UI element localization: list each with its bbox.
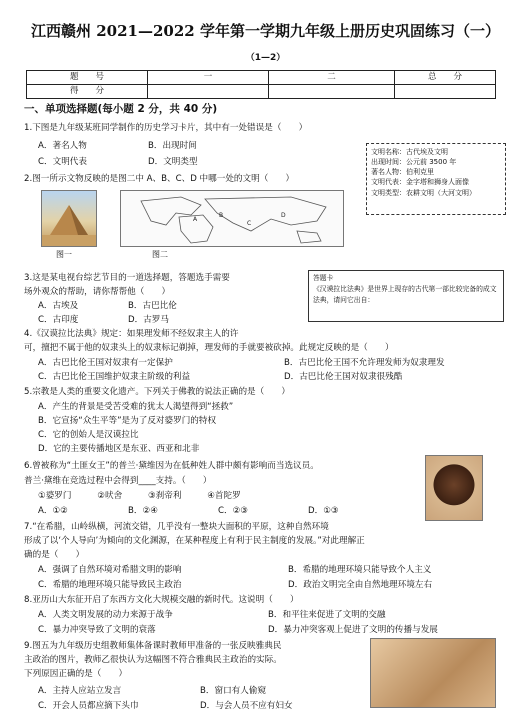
option-7d[interactable]: D．政治文明完全由自然地理环境左右 xyxy=(288,580,433,590)
study-card xyxy=(366,143,506,215)
question-6-items: ①婆罗门 ②吠舍 ③刹帝利 ④首陀罗 xyxy=(38,491,241,501)
question-9-stem: 主政治的图片，教师乙很快认为这幅图不符合雅典民主政治的实际。 xyxy=(24,655,282,665)
option-3a[interactable]: A．古埃及 xyxy=(38,301,79,311)
question-2-stem: 2.图一所示文物反映的是图二中 A、B、C、D 中哪一处的文明（ ） xyxy=(24,174,295,184)
option-4d[interactable]: D．古巴比伦王国对奴隶很残酷 xyxy=(284,372,403,382)
svg-text:C: C xyxy=(247,220,252,227)
card-line: 文明代表：金字塔和狮身人面像 xyxy=(371,178,469,187)
section-heading: 一、单项选择题(每小题 2 分，共 40 分) xyxy=(24,103,218,115)
option-8c[interactable]: C．暴力冲突导致了文明的衰落 xyxy=(38,625,156,635)
question-8-stem: 8.亚历山大东征开启了东西方文化大规模交融的新时代。这说明（ ） xyxy=(24,595,299,605)
option-3d[interactable]: D．古罗马 xyxy=(128,315,169,325)
table-cell: 题 号 xyxy=(27,71,148,85)
score-table xyxy=(26,70,496,99)
option-7c[interactable]: C．希腊的地理环境只能导致民主政治 xyxy=(38,580,182,590)
option-1a[interactable]: A．著名人物 xyxy=(38,141,87,151)
world-map-image xyxy=(120,190,344,247)
pyramid-image xyxy=(41,190,97,247)
table-cell: 得 分 xyxy=(27,85,148,99)
svg-text:D: D xyxy=(281,212,286,219)
option-9a[interactable]: A．主持人应站立发言 xyxy=(38,686,122,696)
option-9c[interactable]: C．开会人员都应摘下头巾 xyxy=(38,701,139,711)
option-6c[interactable]: C．②③ xyxy=(218,506,249,516)
card-line: 文明名称：古代埃及文明 xyxy=(371,148,448,156)
card-line: 著名人物：伯利克里 xyxy=(371,168,434,177)
option-4c[interactable]: C．古巴比伦王国维护奴隶主阶级的利益 xyxy=(38,372,191,382)
question-6-stem: 6.曾被称为“土匪女王”的普兰·黛维因为在低种姓人群中颇有影响而当选议员。 xyxy=(24,461,319,471)
option-1c[interactable]: C．文明代表 xyxy=(38,157,87,167)
option-6b[interactable]: B．②④ xyxy=(128,506,158,516)
portrait-photo xyxy=(425,455,483,521)
question-7-stem: 7.“在希腊，山岭纵横，河流交错，几乎没有一整块大面积的平原，这种自然环境 xyxy=(24,522,329,532)
assembly-scene-image xyxy=(370,638,496,708)
option-5d[interactable]: D．它的主要传播地区是东亚、西亚和北非 xyxy=(38,444,200,454)
table-row xyxy=(27,71,496,85)
question-6-stem: 普兰·黛维在竞选过程中会得到____支持。（ ） xyxy=(24,476,212,486)
option-1d[interactable]: D．文明类型 xyxy=(148,157,198,167)
option-7a[interactable]: A．强调了自然环境对希腊文明的影响 xyxy=(38,565,182,575)
question-4-stem: 可，擅把不属于他的奴隶头上的奴隶标记剃掉，理发师的手就要被砍掉。此规定反映的是（ ） xyxy=(24,343,394,353)
question-1-stem: 1.下图是九年级某班同学制作的历史学习卡片，其中有一处错误是（ ） xyxy=(24,123,308,133)
answer-card xyxy=(308,270,504,322)
table-cell[interactable] xyxy=(395,85,496,99)
option-5c[interactable]: C．它的创始人是汉谟拉比 xyxy=(38,430,139,440)
option-3c[interactable]: C．古印度 xyxy=(38,315,79,325)
question-5-stem: 5.宗教是人类的重要文化遗产。下列关于佛教的说法正确的是（ ） xyxy=(24,387,291,397)
option-3b[interactable]: B．古巴比伦 xyxy=(128,301,177,311)
page-subtitle: （1—2） xyxy=(245,53,286,63)
answer-card-line: 法典，请问它出自： xyxy=(313,295,375,304)
question-9-stem: 9.图五为九年级历史组教师集体备课时教师甲准备的一张反映雅典民 xyxy=(24,641,282,651)
option-8d[interactable]: D．暴力冲突客观上促进了文明的传播与发展 xyxy=(268,625,438,635)
question-7-stem: 确的是（ ） xyxy=(24,550,85,560)
question-4-stem: 4.《汉谟拉比法典》规定：如果理发师不经奴隶主人的许 xyxy=(24,329,239,339)
card-line: 出现时间：公元前 3500 年 xyxy=(371,158,457,167)
page-title: 江西赣州 2021—2022 学年第一学期九年级上册历史巩固练习（一） xyxy=(31,22,500,40)
table-cell: 总 分 xyxy=(395,71,496,85)
answer-card-line: 《汉谟拉比法典》是世界上现存的古代第一部比较完备的成文 xyxy=(313,284,497,293)
option-5b[interactable]: B．它宣扬“众生平等”是为了反对婆罗门的特权 xyxy=(38,416,217,426)
option-8a[interactable]: A．人类文明发展的动力来源于战争 xyxy=(38,610,173,620)
card-line: 文明类型：农耕文明（大河文明） xyxy=(371,188,476,197)
option-9b[interactable]: B．窗口有人偷窥 xyxy=(200,686,267,696)
question-3-stem: 场外观众的帮助，请你帮帮他（ ） xyxy=(24,287,171,297)
table-cell: 二 xyxy=(269,71,395,85)
table-row xyxy=(27,85,496,99)
answer-card-head: 答题卡 xyxy=(313,274,334,282)
option-7b[interactable]: B．希腊的地理环境只能导致个人主义 xyxy=(288,565,432,575)
figure-2-caption: 图二 xyxy=(152,250,168,259)
table-cell[interactable] xyxy=(148,85,269,99)
question-3-stem: 3.这是某电视台综艺节目的一道选择题，答题选手需要 xyxy=(24,273,230,283)
question-7-stem: 形成了以‘个人导向’为倾向的文化渊源，在某种程度上有利于民主制度的发展。”对此理解正 xyxy=(24,536,365,546)
table-cell: 一 xyxy=(148,71,269,85)
option-1b[interactable]: B．出现时间 xyxy=(148,141,197,151)
map-icon xyxy=(121,191,343,246)
option-8b[interactable]: B．和平往来促进了文明的交融 xyxy=(268,610,386,620)
table-cell[interactable] xyxy=(269,85,395,99)
question-9-stem: 下列原因正确的是（ ） xyxy=(24,669,128,679)
option-5a[interactable]: A．产生的背景是受苦受难的犹太人渴望得到“拯救” xyxy=(38,402,234,412)
option-9d[interactable]: D．与会人员不应有妇女 xyxy=(200,701,293,711)
svg-text:A: A xyxy=(193,216,198,223)
option-6d[interactable]: D．①③ xyxy=(308,506,339,516)
option-6a[interactable]: A．①② xyxy=(38,506,68,516)
pyramid-icon xyxy=(42,191,96,246)
svg-text:B: B xyxy=(219,212,224,219)
figure-1-caption: 图一 xyxy=(56,250,72,259)
option-4b[interactable]: B．古巴比伦王国不允许理发师为奴隶理发 xyxy=(284,358,445,368)
option-4a[interactable]: A．古巴比伦王国对奴隶有一定保护 xyxy=(38,358,173,368)
